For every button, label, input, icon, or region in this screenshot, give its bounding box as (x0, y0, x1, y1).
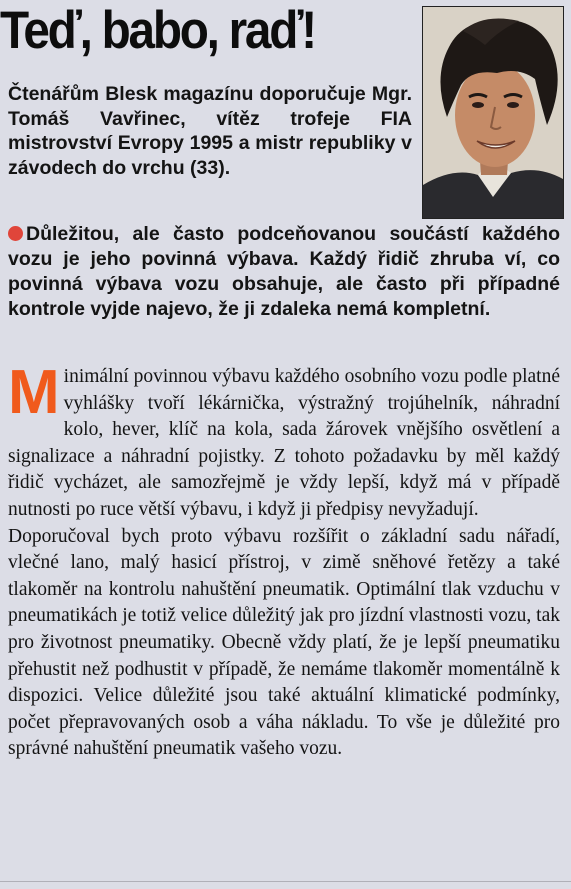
body-paragraph-2: Doporučoval bych proto výbavu rozšířit o základní sadu nářadí, vlečné lano, malý hasicí přístroj, v zimě sněhové řetězy a také tlakoměr na kontrolu nahuštění pneumatik. Optimální tlak vzduchu v pneumatikách je totiž velice důležitý jak pro jízdní vlastnosti vozu, tak pro životnost pneumatiky. Obecně vždy platí, že je lepší pneumatiku přehustit než podhustit v případě, že nemáme tlakoměr momentálně k dispozici. Velice důležité jsou také aktuální klimatické podmínky, počet přepravovaných osob a váha nákladu. To vše je důležité pro správné nahuštění pneumatik vašeho vozu. (8, 525, 560, 760)
bottom-rule (0, 881, 571, 882)
author-intro: Čtenářům Blesk magazínu doporučuje Mgr. Tomáš Vavřinec, vítěz trofeje FIA mistrovství Evropy 1995 a mistr republiky v závodech do vrchu (33). (8, 83, 412, 179)
portrait-image (423, 7, 563, 218)
author-photo (422, 6, 564, 219)
body-paragraph-1 (8, 358, 560, 524)
drop-cap: M (8, 358, 60, 427)
headline: Teď, babo, raď! (0, 1, 315, 60)
article-body (8, 358, 560, 763)
body-paragraph-1-text: inimální povinnou výbavu každého osobního vozu podle platné vyhlášky tvoří lékárnička, výstražný trojúhelník, náhradní kolo, hever, klíč na kola, sada žárovek vnějšího osvětlení a signalizace a náhradní pojistky. Z tohoto požadavku by měl každý řidič vycházet, ale samozřejmě je vždy lepší, když má v případě nutnosti po ruce větší výbavu, i když ji předpisy nevyžadují. (8, 366, 560, 520)
bullet-icon (8, 226, 23, 241)
lead-text: Důležitou, ale často podceňovanou součástí každého vozu je jeho povinná výbava. Každý řidič zhruba ví, co povinná výbava vozu obsahuje, ale často při případné kontrole vyjde najevo, že ji zdaleka nemá kompletní. (8, 223, 560, 320)
lead-paragraph (8, 222, 560, 322)
